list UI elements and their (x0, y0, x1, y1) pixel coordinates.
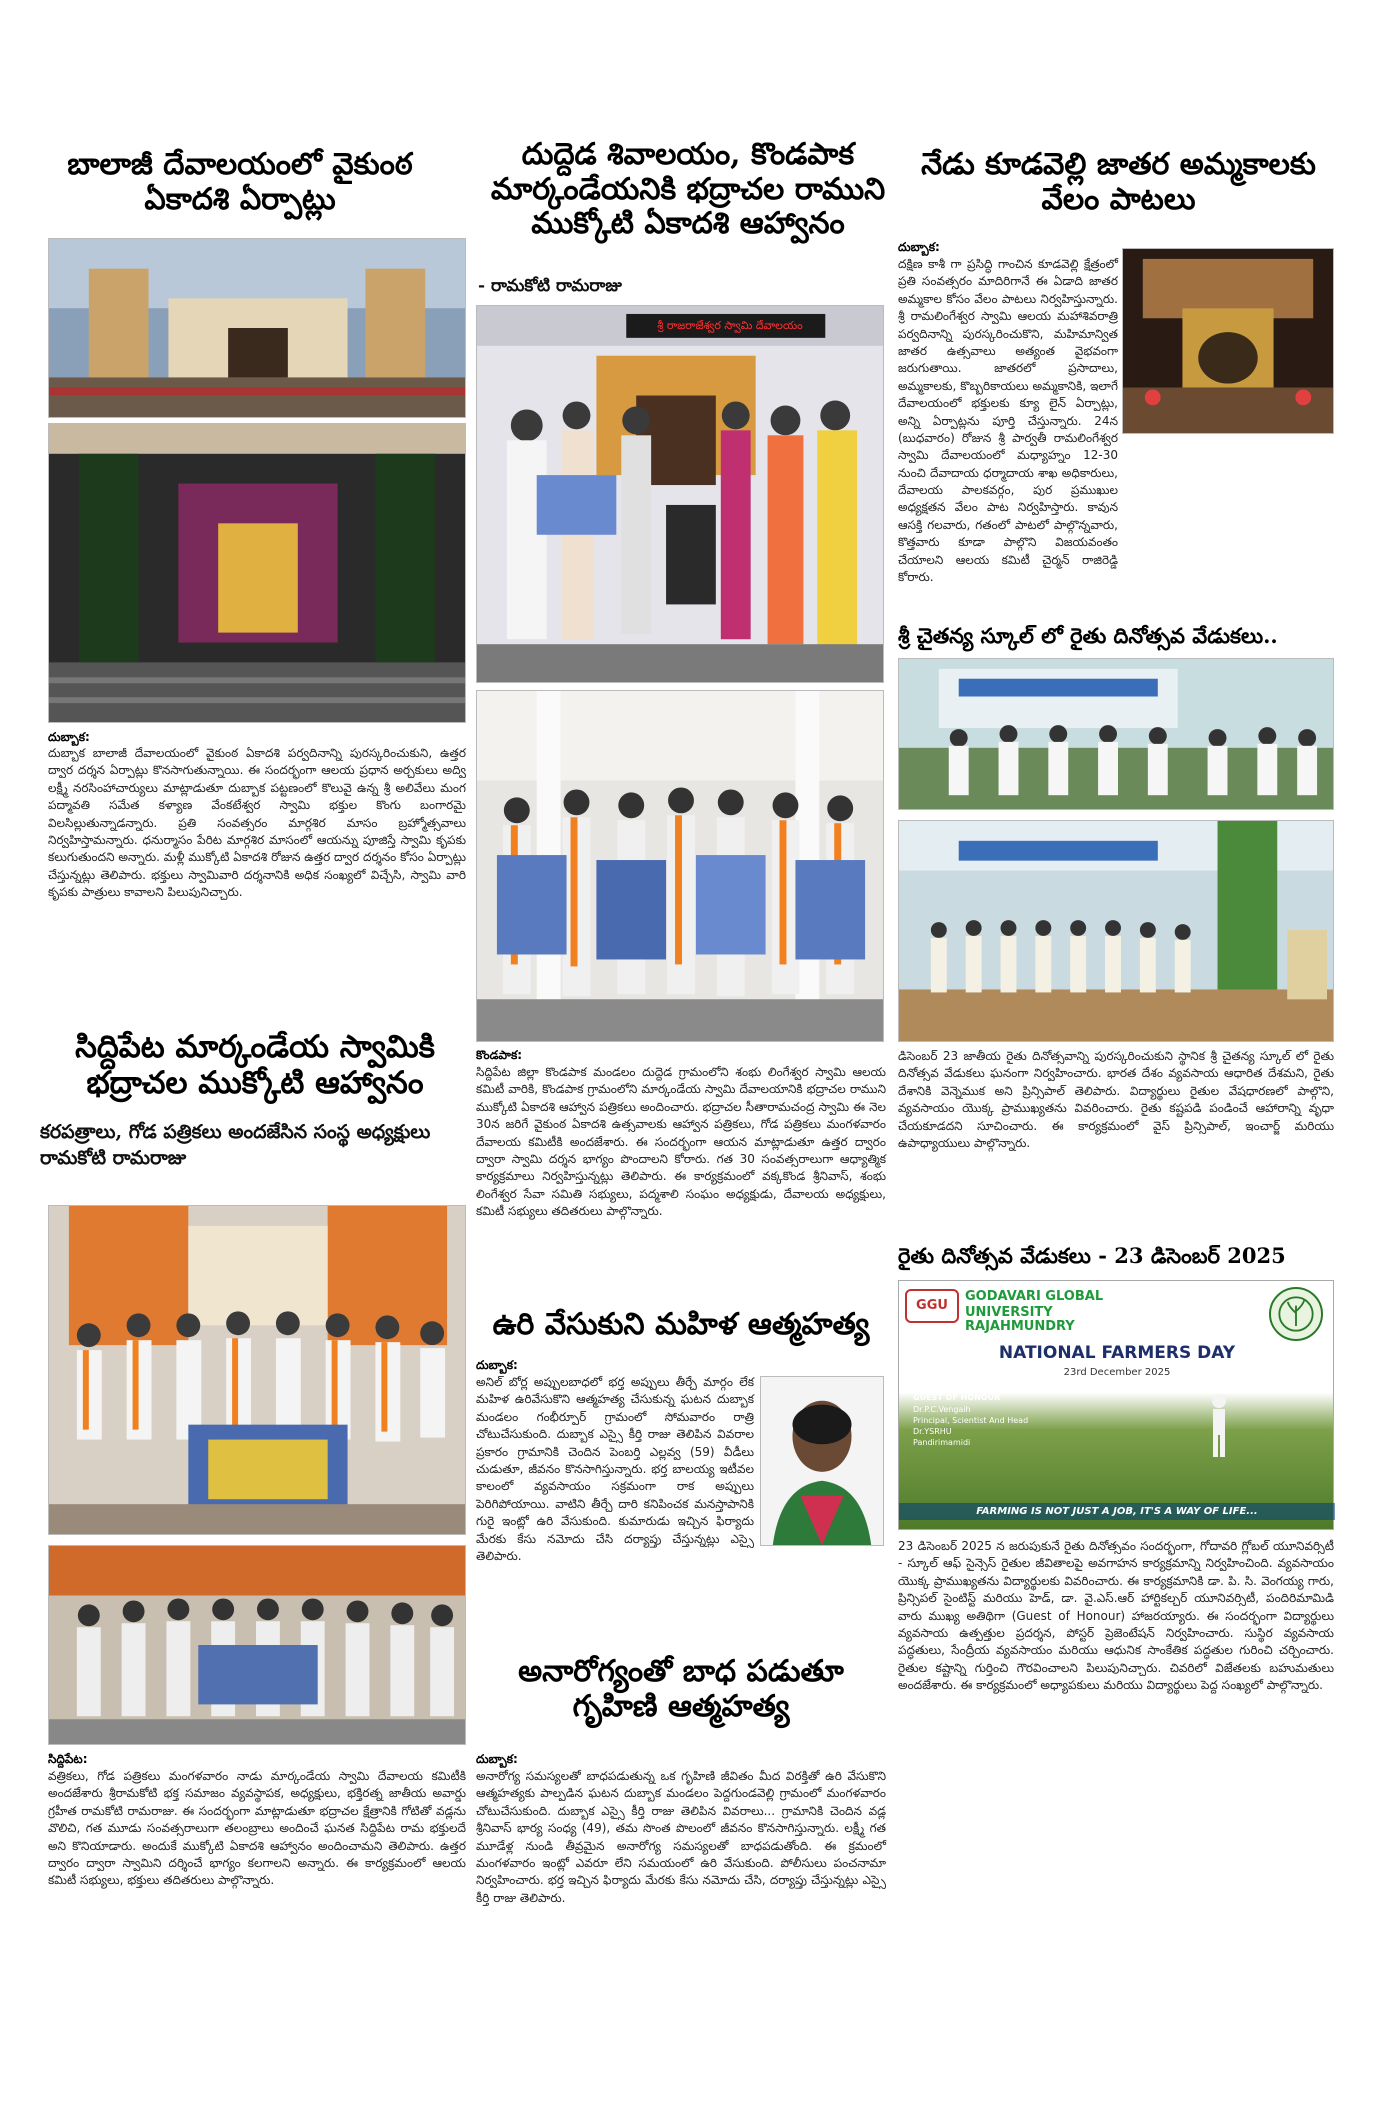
headline-balaji-temple: బాలాజీ దేవాలయంలో వైకుంఠ ఏకాదశి ఏర్పాట్లు (67, 147, 413, 217)
university-city: RAJAHMUNDRY (965, 1319, 1075, 1334)
headline-farmers-day: రైతు దినోత్సవ వేడుకలు - 23 డిసెంబర్ 2025 (898, 1243, 1286, 1268)
photo-balaji-temple-interior (48, 423, 466, 723)
dateline: దుబ్బాక: (476, 1358, 518, 1372)
ggu-logo: GGU (905, 1289, 959, 1323)
article-body-duddeda: సిద్దిపేట జిల్లా కొండపాక మండలం దుద్దెడ గ్రామంలోని శంభు లింగేశ్వర స్వామి ఆలయ కమిటీ వారికి, కొండపాక గ్రామంలోని మార్కండేయ స్వామి దేవాలయానికి భద్రాచల రాముని ముక్కోటి ఏకాదశి ఆహ్వాన పత్రికలు అందించారు. భద్రాచల సీతారామచంద్ర స్వామి ఈ నెల 30న జరిగే వైకుంఠ ఏకాదశి ఉత్సవాలకు ఆహ్వాన పత్రికలు, గోడ పత్రికలు మంగళవారం దేవాలయ కమిటీకి అందజేశారు. ఈ సందర్భంగా ఆయన మాట్లాడుతూ ఉత్తర ద్వారం ద్వారా స్వామి దర్శన భాగ్యం పొందాలని కోరారు. గత 30 సంవత్సరాలుగా ఆధ్యాత్మిక కార్యక్రమాలు నిర్వహిస్తున్నట్లు తెలిపారు. ఈ కార్యక్రమంలో వక్కకొండ శ్రీనివాస్, శంభు లింగేశ్వర సేవా సమితి సభ్యులు, పద్మశాలి సంఘం అధ్యక్షుడు, దేవాలయ అధ్యక్షులు, కమిటీ సభ్యులు తదితరులు పాల్గొన్నారు. (476, 1065, 886, 1219)
article-body-balaji: దుబ్బాక బాలాజీ దేవాలయంలో వైకుంఠ ఏకాదశి పర్వదినాన్ని పురస్కరించుకుని, ఉత్తర ద్వార దర్శన ఏర్పాట్లు కొనసాగుతున్నాయి. ఈ సందర్భంగా ఆలయ ప్రధాన అర్చకులు అద్వి లక్ష్మీ నరసింహాచార్యులు మాట్లాడుతూ దుబ్బాక పట్టణంలో కొలువై ఉన్న శ్రీ అలివేలు మంగ పద్మావతి సమేత కళ్యాణ వేంకటేశ్వర స్వామి భక్తుల కొంగు బంగారమై విలసిల్లుతున్నాడన్నారు. ప్రతి సంవత్సరం మార్గశిర మాసం బ్రహ్మోత్సవాలు నిర్వహిస్తామన్నారు. ధనుర్మాసం పేరిట మార్గశిర మాసంలో ఆయన్ను పూజిస్తే స్వామి కృపకు కలుగుతుందని అన్నారు. మళ్లీ ముక్కోటి ఏకాదశి రోజున ఉత్తర ద్వార దర్శనం కోసం ఏర్పాట్లు చేస్తున్నట్లు తెలిపారు. భక్తులు స్వామివారి దర్శనానికి అధిక సంఖ్యలో విచ్చేసి, స్వామి వారి కృపకు పాత్రులు కావాలని పిలుపునిచ్చారు. (48, 746, 466, 900)
article-body-illness-suicide: అనారోగ్య సమస్యలతో బాధపడుతున్న ఒక గృహిణి జీవితం మీద విరక్తితో ఉరి వేసుకొని ఆత్మహత్యకు పాల్పడిన ఘటన దుబ్బాక మండలం పెద్దగుండవెల్లి గ్రామంలో మంగళవారం చోటుచేసుకుంది. దుబ్బాక ఎస్సై కీర్తి రాజు తెలిపిన వివరాలు... గ్రామానికి చెందిన వడ్ల శ్రీనివాస్ భార్య సంధ్య (49), తమ సొంత పొలంలో జీవనం కొనసాగిస్తున్నారు. లక్ష్మీ గత మూడేళ్ల నుండి తీవ్రమైన అనారోగ్య సమస్యలతో బాధపడుతోంది. ఈ క్రమంలో మంగళవారం ఇంట్లో ఎవరూ లేని సమయంలో ఉరి వేసుకుంది. పోలీసులు పంచనామా నిర్వహించారు. భర్త ఇచ్చిన ఫిర్యాదు మేరకు కేసు నమోదు చేసి, దర్యాప్తు చేస్తున్నట్లు ఎస్సై కీర్తి రాజు తెలిపారు. (476, 1769, 886, 1905)
photo-siddipet-group-2 (48, 1545, 466, 1745)
photo-sri-chaitanya-students (898, 820, 1334, 1042)
temple-led-sign: శ్రీ రాజరాజేశ్వర స్వామి దేవాలయం (657, 319, 803, 332)
dateline: కొండపాక: (476, 1048, 523, 1062)
article-body-sri-chaitanya: డిసెంబర్ 23 జాతీయ రైతు దినోత్సవాన్ని పురస్కరించుకుని స్థానిక శ్రీ చైతన్య స్కూల్ లో రైతు దినోత్సవ వేడుకలు ఘనంగా నిర్వహించారు. భారత దేశం వ్యవసాయ ఆధారిత దేశమని, రైతు దేశానికి వెన్నెముక అని ప్రిన్సిపాల్ తెలిపారు. విద్యార్థులు రైతుల వేషధారణలో పాల్గొని, వ్యవసాయం యొక్క ప్రాముఖ్యతను వివరించారు. రైతు కష్టపడి పండించే ఆహారాన్ని వృధా చేయకూడదని సూచించారు. ఈ కార్యక్రమంలో వైస్ ప్రిన్సిపాల్, ఇంచార్జ్ మరియు ఉపాధ్యాయులు పాల్గొన్నారు. (898, 1049, 1334, 1150)
banner-tagline: FARMING IS NOT JUST A JOB, IT'S A WAY OF LIFE... (899, 1503, 1335, 1520)
ggu-farmers-day-banner (898, 1280, 1334, 1530)
photo-siddipet-group-1 (48, 1205, 466, 1535)
guest-line: Pandirimamidi (913, 1438, 971, 1447)
guest-line: Dr.YSRHU (913, 1427, 952, 1436)
photo-duddeda-temple (476, 305, 884, 683)
guest-line: Principal, Scientist And Head (913, 1416, 1029, 1425)
headline-duddeda-kondapaka: దుద్దెడ శివాలయం, కొండపాక మార్కండేయనికి భద్రాచల రాముని ముక్కోటి ఏకాదశి ఆహ్వానం (490, 137, 886, 241)
article-body-siddipet: వత్రికలు, గోడ పత్రికలు మంగళవారం నాడు మార్కండేయ స్వామి దేవాలయ కమిటీకి అందజేశారు శ్రీరామకోటి భక్త సమాజం వ్యవస్థాపక, అధ్యక్షులు, భక్తిరత్న జాతీయ అవార్డు గ్రహీత రామకోటి రామరాజు. ఈ సందర్భంగా మాట్లాడుతూ భద్రాచల క్షేత్రానికి గోటితో వడ్లను వొలిచి, గత మూడు సంవత్సరాలుగా తలంబ్రాలు అందించే ఘనత సిద్దిపేట రామ భక్తులదే అని కొనియాడారు. అందుకే ముక్కోటి ఏకాదశి ఆహ్వానం అందించామని తెలిపారు. ఉత్తర ద్వారం ద్వారా స్వామిని దర్శించే భాగ్యం కలగాలని అన్నారు. ఈ కార్యక్రమంలో ఆలయ కమిటీ సభ్యులు, భక్తులు తదితరులు పాల్గొన్నారు. (48, 1769, 466, 1888)
subheadline-siddipet: కరపత్రాలు, గోడ పత్రికలు అందజేసిన సంస్థ అధ్యక్షులు రామకోటి రామరాజు (40, 1121, 431, 1169)
farmer-figure-icon (1189, 1391, 1249, 1461)
guest-of-honour-title: GUEST OF HONOUR (913, 1393, 1001, 1402)
article-body-suicide-1: అనిల్ బోర్ల అప్పులబాధలో భర్త అప్పులు తీర్చే మార్గం లేక మహిళ ఉరివేసుకొని ఆత్మహత్య చేసుకున్న ఘటన దుబ్బాక మండలం గంభీర్పూర్ గ్రామంలో సోమవారం రాత్రి చోటుచేసుకుంది. దుబ్బాక ఎస్సై కీర్తి రాజు తెలిపిన వివరాల ప్రకారం గ్రామానికి చెందిన పెంబర్తి ఎల్లవ్వ (59) వీడీలు చుడుతూ, జీవనం కొనసాగిస్తున్నారు. భర్త బాలయ్య ఇటీవల కాలంలో వ్యవసాయం సక్రమంగా రాక అప్పులు పెరిగిపోయాయి. వాటిని తీర్చే దారి కనిపించక మనస్తాపానికి గురై ఇంట్లో ఉరి వేసుకుంది. కుమారుడు ఇచ్చిన ఫిర్యాదు మేరకు కేసు నమోదు చేసి దర్యాప్తు చేస్తున్నట్లు ఎస్సై తెలిపారు. (476, 1375, 754, 1563)
byline: - రామకోటి రామరాజు (478, 276, 622, 296)
university-name: GODAVARI GLOBAL UNIVERSITY (965, 1289, 1104, 1320)
article-body-suicide-1-cont (476, 1492, 886, 1652)
photo-kudavelli-deity (1122, 248, 1334, 434)
event-title: NATIONAL FARMERS DAY (998, 1343, 1236, 1363)
headline-sri-chaitanya: శ్రీ చైతన్య స్కూల్ లో రైతు దినోత్సవ వేడుకలు.. (898, 623, 1278, 648)
headline-woman-suicide: ఉరి వేసుకుని మహిళ ఆత్మహత్య (492, 1307, 870, 1342)
headline-kudavelli-jathara: నేడు కూడవెల్లి జాతర అమ్మకాలకు వేలం పాటలు (921, 147, 1316, 217)
photo-sri-chaitanya-stage (898, 658, 1334, 810)
article-body-kudavelli-cont (898, 540, 1334, 620)
dateline: దుబ్బాక: (48, 730, 90, 744)
dateline: దుబ్బాక: (898, 240, 940, 254)
event-date: 23rd December 2025 (1063, 1367, 1171, 1378)
headline-siddipet-markandeya: సిద్దిపేట మార్కండేయ స్వామికి భద్రాచల ముక్కోటి ఆహ్వానం (75, 1029, 435, 1101)
dateline: దుబ్బాక: (476, 1752, 518, 1766)
photo-balaji-temple-exterior (48, 238, 466, 418)
dateline: సిద్దిపేట: (48, 1752, 88, 1766)
article-body-ggu-farmers-day: 23 డిసెంబర్ 2025 న జరుపుకునే రైతు దినోత్సవం సందర్భంగా, గోదావరి గ్లోబల్ యూనివర్సిటీ - స్కూల్ ఆఫ్ సైన్సెస్ రైతుల జీవితాలపై అవగాహన కార్యక్రమాన్ని నిర్వహించింది. వ్యవసాయం యొక్క ప్రాముఖ్యతను విద్యార్థులకు వివరించారు. ఈ కార్యక్రమానికి డా. పి. సి. వెంగయ్య గారు, ప్రిన్సిపల్ సైంటిస్ట్ మరియు హెడ్, డా. వై.ఎస్.ఆర్ హార్టికల్చర్ యూనివర్సిటీ, పందిరిమామిడి వారు ముఖ్య అతిథిగా (Guest of Honour) హాజరయ్యారు. ఈ సందర్భంగా విద్యార్థులు వ్యవసాయ ఉత్పత్తుల ప్రదర్శన, పోస్టర్ ప్రెజెంటేషన్ నిర్వహించారు. సుస్థిర వ్యవసాయ పద్ధతులు, సేంద్రీయ వ్యవసాయం మరియు ఆధునిక సాంకేతిక పద్ధతుల గురించి చర్చించారు. రైతుల కష్టాన్ని గుర్తించి గౌరవించాలని పిలుపునిచ్చారు. చివరిలో విజేతలకు బహుమతులు అందజేశారు. ఈ కార్యక్రమంలో అధ్యాపకులు మరియు విద్యార్థులు పెద్ద సంఖ్యలో పాల్గొన్నారు. (898, 1539, 1334, 1693)
guest-line: Dr.P.C.Vengaih (913, 1405, 971, 1414)
headline-illness-suicide: అనారోగ్యంతో బాధ పడుతూ గృహిణి ఆత్మహత్య (518, 1654, 844, 1724)
agriculture-seal-icon (1269, 1287, 1323, 1341)
photo-kondapaka-markandeya (476, 690, 884, 1042)
article-body-kudavelli: దక్షిణ కాశీ గా ప్రసిద్ధి గాంచిన కూడవెల్లి క్షేత్రంలో ప్రతి సంవత్సరం మాదిరిగానే ఈ ఏడాది జాతర అమ్మకాల కోసం వేలం పాటలు నిర్వహిస్తున్నారు. శ్రీ రామలింగేశ్వర స్వామి ఆలయ మహాశివరాత్రి పర్వదినాన్ని పురస్కరించుకొని, మహిమాన్విత జాతర ఉత్సవాలు అత్యంత వైభవంగా జరుగుతాయి. జాతరలో ప్రసాదాలు, అమ్మకాలకు, కొబ్బరికాయలు అమ్మకానికి, ఇలాగే దేవాలయంలో భక్తులకు క్యూ లైన్ ఏర్పాట్లు, అన్ని ఏర్పాట్లను పూర్తి చేస్తున్నారు. 24న (బుధవారం) రోజున శ్రీ పార్వతీ రామలింగేశ్వర స్వామి దేవాలయంలో మధ్యాహ్నం 12-30 నుంచి దేవాదాయ ధర్మాదాయ శాఖ అధికారులు, దేవాలయ పాలకవర్గం, పుర ప్రముఖుల అధ్యక్షతన వేలం పాట నిర్వహిస్తారు. కావున ఆసక్తి గలవారు, గతంలో పాటలో పాల్గొన్నవారు, కొత్తవారు కూడా పాల్గొని విజయవంతం చేయాలని ఆలయ కమిటీ చైర్మన్ రాజిరెడ్డి కోరారు. (898, 257, 1118, 585)
